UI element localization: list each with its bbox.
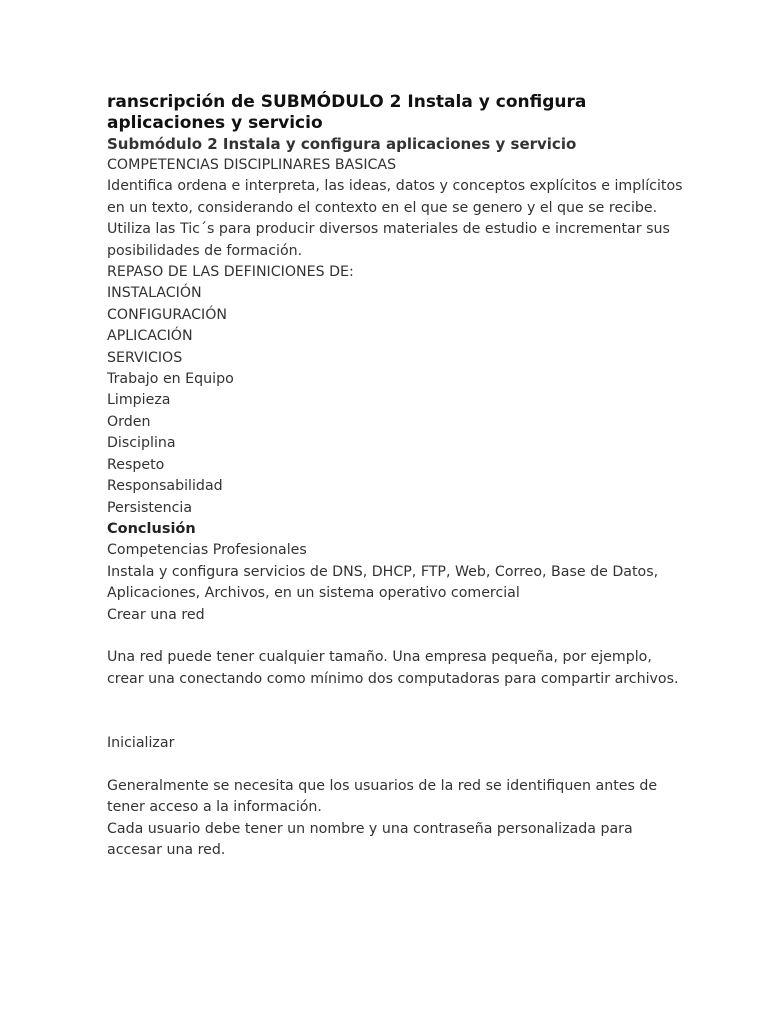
spacer: [107, 690, 687, 711]
text-line: Instala y configura servicios de DNS, DHCP, FTP, Web, Correo, Base de Datos, Aplicaciones, Archivos, en un sistema operativo comercial: [107, 563, 659, 602]
text-line: Orden: [107, 413, 151, 430]
text-line: Limpieza: [107, 392, 171, 409]
text-line: REPASO DE LAS DEFINICIONES DE:: [107, 264, 354, 281]
text-line: Disciplina: [107, 435, 176, 452]
text-line: SERVICIOS: [107, 349, 183, 366]
document-title: ranscripción de SUBMÓDULO 2 Instala y configura aplicaciones y servicio: [107, 92, 587, 133]
text-line: Trabajo en Equipo: [107, 371, 234, 388]
section-heading-conclusion: Conclusión: [107, 520, 196, 537]
text-line: Competencias Profesionales: [107, 542, 307, 559]
document-body: [107, 92, 687, 861]
document-subtitle: Submódulo 2 Instala y configura aplicaciones y servicio: [107, 135, 577, 153]
paragraph: Una red puede tener cualquier tamaño. Una empresa pequeña, por ejemplo, crear una conectando como mínimo dos computadoras para compartir archivos.: [107, 649, 679, 687]
paragraph: Cada usuario debe tener un nombre y una contraseña personalizada para accesar una red.: [107, 820, 633, 858]
text-line: CONFIGURACIÓN: [107, 306, 228, 323]
spacer: [107, 626, 687, 647]
spacer: [107, 754, 687, 775]
text-line: Utiliza las Tic´s para producir diversos materiales de estudio e incrementar sus posibilidades de formación.: [107, 221, 670, 259]
text-line: Crear una red: [107, 606, 205, 623]
text-line: Identifica ordena e interpreta, las ideas, datos y conceptos explícitos e implícitos en un texto, considerando el contexto en el que se genero y el que se recibe.: [107, 178, 683, 216]
text-line: INSTALACIÓN: [107, 285, 202, 302]
text-line: Persistencia: [107, 499, 193, 516]
text-line: Responsabilidad: [107, 478, 223, 495]
text-line: Inicializar: [107, 734, 175, 751]
text-line: Respeto: [107, 456, 165, 473]
spacer: [107, 712, 687, 733]
text-line: COMPETENCIAS DISCIPLINARES BASICAS: [107, 157, 397, 173]
paragraph: Generalmente se necesita que los usuarios de la red se identifiquen antes de tener acceso a la información.: [107, 777, 658, 816]
text-line: APLICACIÓN: [107, 328, 193, 345]
